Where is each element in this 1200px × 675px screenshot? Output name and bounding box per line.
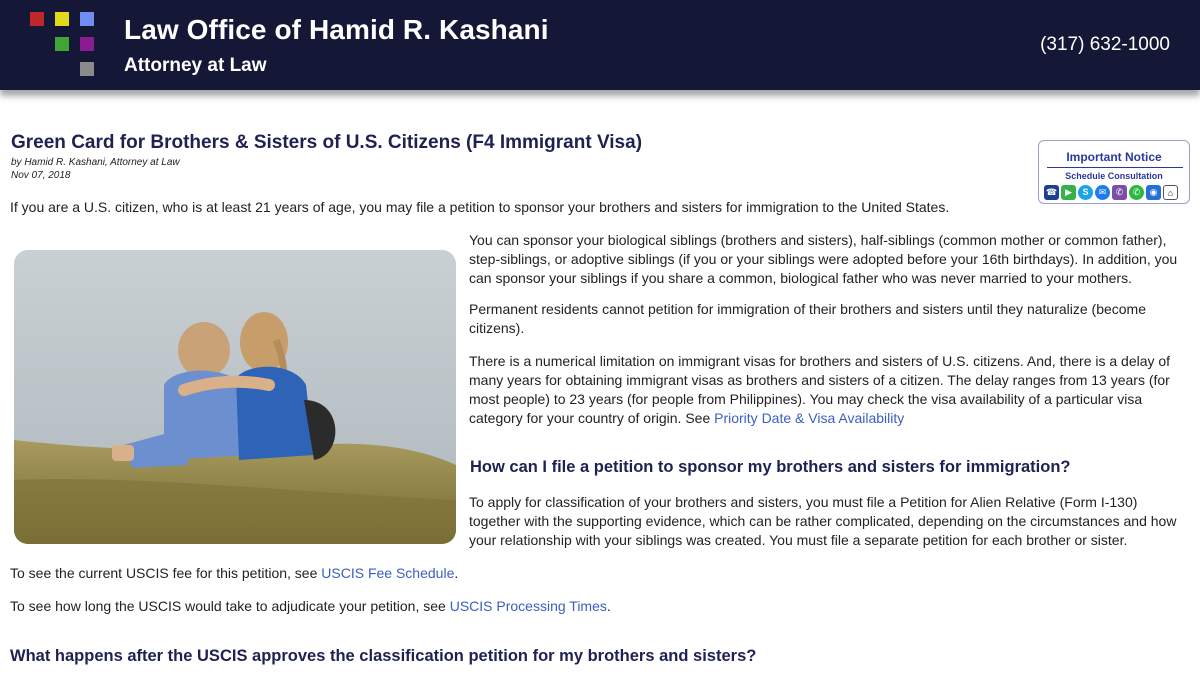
- duo-icon[interactable]: ◉: [1146, 185, 1161, 200]
- paragraph-eligibility: You can sponsor your biological siblings (brothers and sisters), half-siblings (common mother or common father), step-siblings, or adoptive siblings (if you or your siblings were adopted before your 16th birthdays). In addition, you can sponsor your siblings if you share a common, biological father who was never married to your mothers.: [469, 232, 1178, 286]
- site-subtitle: Attorney at Law: [124, 55, 267, 76]
- viber-icon[interactable]: ✆: [1112, 185, 1127, 200]
- p5-end: .: [454, 565, 459, 581]
- p6-end: .: [606, 598, 611, 614]
- messenger-icon[interactable]: ✉: [1095, 185, 1110, 200]
- phone-number[interactable]: (317) 632-1000: [1040, 34, 1170, 55]
- phone-icon[interactable]: ☎: [1044, 185, 1059, 200]
- law-office-logo[interactable]: [30, 12, 96, 78]
- priority-date-link[interactable]: Priority Date & Visa Availability: [714, 410, 905, 426]
- p3-text: There is a numerical limitation on immigrant visas for brothers and sisters of U.S. citizens. And, there is a delay of many years for obtaining immigrant visas as brothers and sisters of a citizen. The delay ranges from 13 years (for most people) to 23 years (for people from Philippines). You may check the visa availability of a particular visa category for your country of origin. See: [469, 353, 1171, 426]
- heading-after-approval: What happens after the USCIS approves the classification petition for my brothers and sisters?: [10, 647, 757, 665]
- schedule-consultation-link[interactable]: Schedule Consultation: [1065, 171, 1163, 181]
- paragraph-processing: [10, 597, 810, 616]
- article-byline: by Hamid R. Kashani, Attorney at Law: [11, 157, 180, 168]
- article-date: Nov 07, 2018: [11, 170, 71, 181]
- article-title: Green Card for Brothers & Sisters of U.S. Citizens (F4 Immigrant Visa): [11, 132, 643, 153]
- paragraph-filing: To apply for classification of your brothers and sisters, you must file a Petition for Alien Relative (Form I-130) together with the supporting evidence, which can be rather complicated, depending on the circumstances and how your relationship with your siblings was created. You must file a separate petition for each brother or sister.: [469, 494, 1177, 548]
- site-header: [0, 0, 1200, 90]
- p5-text: To see the current USCIS fee for this petition, see: [10, 565, 322, 581]
- notice-divider: [1047, 167, 1183, 168]
- p6-text: To see how long the USCIS would take to adjudicate your petition, see: [10, 598, 450, 614]
- fee-schedule-link[interactable]: USCIS Fee Schedule: [321, 565, 455, 581]
- paragraph-fee: [10, 564, 810, 583]
- intro-paragraph: If you are a U.S. citizen, who is at least 21 years of age, you may file a petition to sponsor your brothers and sisters for immigration to the United States.: [10, 199, 950, 215]
- paragraph-numerical-limitation: [469, 352, 1191, 428]
- notice-box: [1038, 140, 1190, 204]
- paragraph-permanent-residents: Permanent residents cannot petition for immigration of their brothers and sisters until they naturalize (become citizens).: [469, 301, 1147, 336]
- site-title[interactable]: Law Office of Hamid R. Kashani: [124, 14, 549, 45]
- whatsapp-icon[interactable]: ✆: [1129, 185, 1144, 200]
- siblings-photo: [14, 250, 456, 544]
- office-meeting-icon[interactable]: ⌂: [1163, 185, 1178, 200]
- logo-square-blue: [80, 12, 94, 26]
- facetime-icon[interactable]: ▶: [1061, 185, 1076, 200]
- logo-square-red: [30, 12, 44, 26]
- contact-icons: [1044, 185, 1186, 201]
- processing-times-link[interactable]: USCIS Processing Times: [449, 598, 607, 614]
- logo-square-gray: [80, 62, 94, 76]
- heading-how-to-file: How can I file a petition to sponsor my brothers and sisters for immigration?: [470, 458, 1071, 476]
- siblings-photo-illustration: [14, 250, 456, 544]
- skype-icon[interactable]: S: [1078, 185, 1093, 200]
- logo-square-yellow: [55, 12, 69, 26]
- logo-square-green: [55, 37, 69, 51]
- important-notice-link[interactable]: Important Notice: [1066, 150, 1162, 164]
- logo-square-purple: [80, 37, 94, 51]
